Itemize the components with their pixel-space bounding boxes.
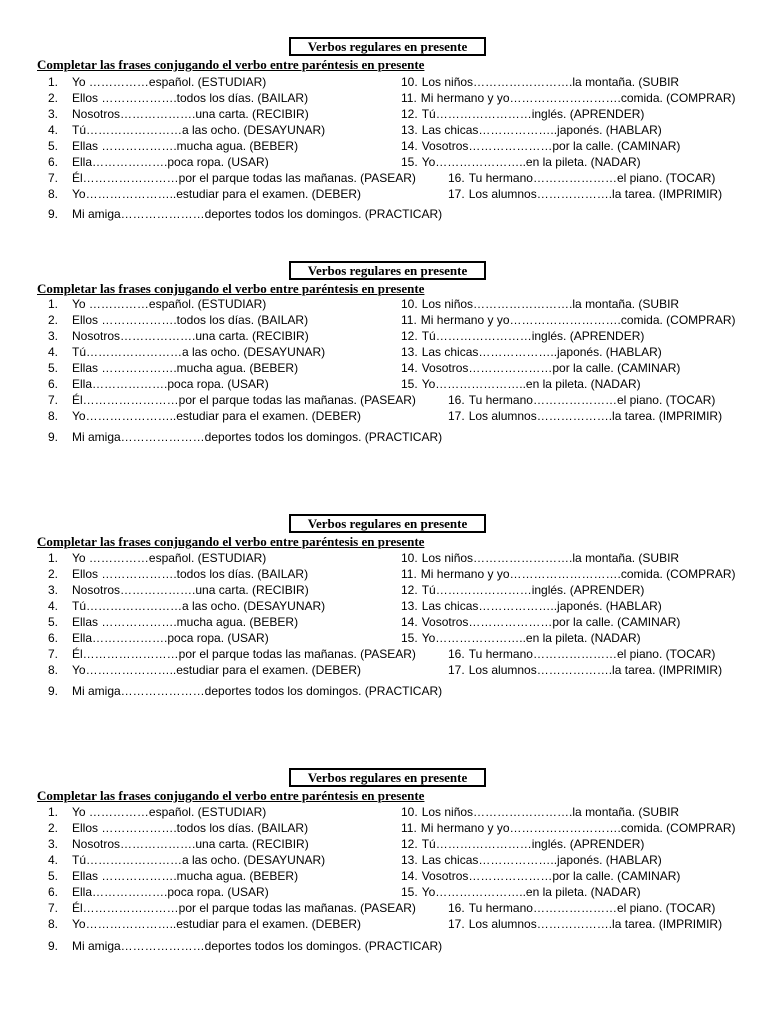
item-text: Ella……………….poca ropa. (USAR) — [72, 885, 269, 899]
exercise-item — [448, 171, 715, 186]
item-number: 13. — [401, 345, 418, 359]
item-text: Los alumnos……………….la tarea. (IMPRIMIR) — [468, 663, 723, 677]
item-number: 1. — [47, 297, 58, 311]
item-number: 8. — [47, 187, 58, 201]
exercise-item — [401, 123, 662, 138]
item-text: Nosotros……………….una carta. (RECIBIR) — [72, 329, 309, 343]
exercise-item — [448, 187, 722, 202]
item-number: 12. — [401, 837, 418, 851]
item-text: Tú……………………inglés. (APRENDER) — [421, 329, 645, 343]
worksheet-block — [0, 768, 768, 978]
item-text: Nosotros……………….una carta. (RECIBIR) — [72, 107, 309, 121]
item-text: Ellas ……………….mucha agua. (BEBER) — [72, 139, 299, 153]
item-text: Yo…………………..en la pileta. (NADAR) — [421, 377, 641, 391]
item-text: Yo…………………..en la pileta. (NADAR) — [421, 155, 641, 169]
item-number: 15. — [401, 631, 418, 645]
item-text: Ellos ……………….todos los días. (BAILAR) — [72, 821, 309, 835]
item-number: 2. — [47, 567, 58, 581]
item-text: Vosotros…………………por la calle. (CAMINAR) — [421, 139, 681, 153]
item-text: Las chicas………………..japonés. (HABLAR) — [421, 853, 662, 867]
exercise-item — [401, 837, 644, 852]
item-text: Mi amiga…………………deportes todos los domingos. (PRACTICAR) — [72, 430, 443, 444]
item-text: Yo…………………..estudiar para el examen. (DEBER) — [72, 663, 361, 677]
item-text: Las chicas………………..japonés. (HABLAR) — [421, 599, 662, 613]
item-number: 11. — [401, 313, 417, 327]
item-text: Tú……………………inglés. (APRENDER) — [421, 583, 645, 597]
item-text: Tu hermano…………………el piano. (TOCAR) — [468, 901, 716, 915]
item-number: 2. — [47, 313, 58, 327]
item-number: 2. — [47, 821, 58, 835]
item-number: 15. — [401, 885, 418, 899]
item-text: Mi amiga…………………deportes todos los domingos. (PRACTICAR) — [72, 939, 443, 953]
item-text: Él……………………por el parque todas las mañanas. (PASEAR) — [72, 901, 416, 915]
item-text: Yo ……………español. (ESTUDIAR) — [72, 297, 267, 311]
item-number: 7. — [47, 171, 58, 185]
item-text: Tú……………………a las ocho. (DESAYUNAR) — [72, 345, 326, 359]
exercise-item — [448, 647, 715, 662]
item-number: 5. — [47, 615, 58, 629]
item-text: Tú……………………a las ocho. (DESAYUNAR) — [72, 123, 326, 137]
item-number: 17. — [448, 663, 465, 677]
item-number: 3. — [47, 837, 58, 851]
item-text: Tú……………………inglés. (APRENDER) — [421, 107, 645, 121]
item-number: 1. — [47, 75, 58, 89]
item-text: Mi hermano y yo……………………….comida. (COMPRAR) — [420, 567, 736, 581]
worksheet-title: Verbos regulares en presente — [289, 261, 486, 280]
item-text: Mi amiga…………………deportes todos los domingos. (PRACTICAR) — [72, 684, 443, 698]
item-text: Tú……………………inglés. (APRENDER) — [421, 837, 645, 851]
item-text: Ellas ……………….mucha agua. (BEBER) — [72, 869, 299, 883]
item-text: Tú……………………a las ocho. (DESAYUNAR) — [72, 853, 326, 867]
item-number: 2. — [47, 91, 58, 105]
exercise-item — [401, 583, 644, 598]
exercise-item — [401, 853, 662, 868]
exercise-item — [401, 155, 641, 170]
worksheet-instruction: Completar las frases conjugando el verbo entre paréntesis en presente — [37, 57, 425, 72]
item-text: Ellos ……………….todos los días. (BAILAR) — [72, 567, 309, 581]
item-text: Nosotros……………….una carta. (RECIBIR) — [72, 583, 309, 597]
item-text: Yo…………………..estudiar para el examen. (DEBER) — [72, 917, 361, 931]
item-number: 14. — [401, 615, 418, 629]
item-text: Ella……………….poca ropa. (USAR) — [72, 377, 269, 391]
item-number: 3. — [47, 329, 58, 343]
item-text: Mi hermano y yo……………………….comida. (COMPRAR) — [420, 91, 736, 105]
worksheet-title: Verbos regulares en presente — [289, 768, 486, 787]
item-number: 10. — [401, 75, 418, 89]
item-text: Los alumnos……………….la tarea. (IMPRIMIR) — [468, 187, 723, 201]
item-text: Los niños…………………….la montaña. (SUBIR — [421, 805, 680, 819]
exercise-item — [448, 901, 715, 916]
item-number: 4. — [47, 123, 58, 137]
item-number: 3. — [47, 107, 58, 121]
item-text: Ellas ……………….mucha agua. (BEBER) — [72, 361, 299, 375]
item-number: 3. — [47, 583, 58, 597]
item-number: 5. — [47, 139, 58, 153]
item-number: 8. — [47, 409, 58, 423]
exercise-item — [401, 599, 662, 614]
item-number: 7. — [47, 647, 58, 661]
item-number: 9. — [47, 207, 58, 221]
item-text: Ella……………….poca ropa. (USAR) — [72, 631, 269, 645]
exercise-item — [401, 139, 680, 154]
item-text: Ellos ……………….todos los días. (BAILAR) — [72, 91, 309, 105]
item-number: 16. — [448, 171, 465, 185]
item-text: Yo ……………español. (ESTUDIAR) — [72, 551, 267, 565]
worksheet-block — [0, 514, 768, 724]
exercise-item — [448, 409, 722, 424]
exercise-item — [448, 917, 722, 932]
item-text: Vosotros…………………por la calle. (CAMINAR) — [421, 361, 681, 375]
item-text: Las chicas………………..japonés. (HABLAR) — [421, 345, 662, 359]
exercise-item — [448, 663, 722, 678]
item-text: Yo ……………español. (ESTUDIAR) — [72, 75, 267, 89]
item-number: 6. — [47, 885, 58, 899]
item-text: Mi hermano y yo……………………….comida. (COMPRAR) — [420, 821, 736, 835]
item-number: 6. — [47, 377, 58, 391]
item-text: Los niños…………………….la montaña. (SUBIR — [421, 297, 680, 311]
exercise-item — [448, 393, 715, 408]
exercise-item — [401, 805, 679, 820]
exercise-item — [401, 885, 641, 900]
item-number: 9. — [47, 430, 58, 444]
item-text: Yo ……………español. (ESTUDIAR) — [72, 805, 267, 819]
item-text: Tu hermano…………………el piano. (TOCAR) — [468, 393, 716, 407]
item-text: Mi hermano y yo……………………….comida. (COMPRAR) — [420, 313, 736, 327]
item-number: 13. — [401, 853, 418, 867]
item-text: Yo…………………..estudiar para el examen. (DEBER) — [72, 409, 361, 423]
item-number: 1. — [47, 551, 58, 565]
item-number: 16. — [448, 393, 465, 407]
item-text: Yo…………………..en la pileta. (NADAR) — [421, 885, 641, 899]
worksheet-title: Verbos regulares en presente — [289, 37, 486, 56]
item-number: 8. — [47, 917, 58, 931]
item-text: Tu hermano…………………el piano. (TOCAR) — [468, 647, 716, 661]
item-number: 7. — [47, 393, 58, 407]
item-number: 6. — [47, 631, 58, 645]
worksheet-block — [0, 37, 768, 247]
item-number: 11. — [401, 567, 417, 581]
item-number: 5. — [47, 869, 58, 883]
item-number: 14. — [401, 139, 418, 153]
worksheet-title: Verbos regulares en presente — [289, 514, 486, 533]
exercise-item — [401, 615, 680, 630]
item-number: 9. — [47, 684, 58, 698]
item-number: 10. — [401, 297, 418, 311]
item-text: Los alumnos……………….la tarea. (IMPRIMIR) — [468, 917, 723, 931]
item-number: 7. — [47, 901, 58, 915]
item-text: Vosotros…………………por la calle. (CAMINAR) — [421, 615, 681, 629]
item-text: Tu hermano…………………el piano. (TOCAR) — [468, 171, 716, 185]
item-text: Él……………………por el parque todas las mañanas. (PASEAR) — [72, 171, 416, 185]
item-number: 10. — [401, 551, 418, 565]
exercise-item — [401, 107, 644, 122]
item-number: 14. — [401, 869, 418, 883]
item-text: Los niños…………………….la montaña. (SUBIR — [421, 551, 680, 565]
item-number: 6. — [47, 155, 58, 169]
item-number: 1. — [47, 805, 58, 819]
exercise-item — [401, 631, 641, 646]
item-text: Nosotros……………….una carta. (RECIBIR) — [72, 837, 309, 851]
item-number: 16. — [448, 901, 465, 915]
item-text: Mi amiga…………………deportes todos los domingos. (PRACTICAR) — [72, 207, 443, 221]
worksheet-instruction: Completar las frases conjugando el verbo entre paréntesis en presente — [37, 534, 425, 549]
item-number: 17. — [448, 187, 465, 201]
item-number: 4. — [47, 345, 58, 359]
worksheet-instruction: Completar las frases conjugando el verbo entre paréntesis en presente — [37, 788, 425, 803]
item-text: Él……………………por el parque todas las mañanas. (PASEAR) — [72, 647, 416, 661]
item-text: Tú……………………a las ocho. (DESAYUNAR) — [72, 599, 326, 613]
exercise-item — [401, 551, 679, 566]
item-number: 15. — [401, 377, 418, 391]
item-number: 11. — [401, 821, 417, 835]
item-text: Ella……………….poca ropa. (USAR) — [72, 155, 269, 169]
item-text: Ellos ……………….todos los días. (BAILAR) — [72, 313, 309, 327]
item-text: Yo…………………..en la pileta. (NADAR) — [421, 631, 641, 645]
exercise-item — [401, 361, 680, 376]
item-number: 15. — [401, 155, 418, 169]
exercise-item — [401, 329, 644, 344]
item-text: Los niños…………………….la montaña. (SUBIR — [421, 75, 680, 89]
item-text: Yo…………………..estudiar para el examen. (DEBER) — [72, 187, 361, 201]
item-number: 11. — [401, 91, 417, 105]
exercise-item — [401, 91, 736, 106]
item-number: 12. — [401, 329, 418, 343]
item-text: Los alumnos……………….la tarea. (IMPRIMIR) — [468, 409, 723, 423]
item-text: Vosotros…………………por la calle. (CAMINAR) — [421, 869, 681, 883]
item-number: 8. — [47, 663, 58, 677]
item-number: 12. — [401, 107, 418, 121]
exercise-item — [401, 297, 679, 312]
item-number: 13. — [401, 123, 418, 137]
exercise-item — [401, 869, 680, 884]
item-number: 16. — [448, 647, 465, 661]
item-number: 17. — [448, 409, 465, 423]
item-number: 12. — [401, 583, 418, 597]
exercise-item — [401, 377, 641, 392]
item-text: Las chicas………………..japonés. (HABLAR) — [421, 123, 662, 137]
item-number: 4. — [47, 853, 58, 867]
item-text: Ellas ……………….mucha agua. (BEBER) — [72, 615, 299, 629]
exercise-item — [401, 75, 679, 90]
worksheet-instruction: Completar las frases conjugando el verbo entre paréntesis en presente — [37, 281, 425, 296]
item-number: 17. — [448, 917, 465, 931]
item-text: Él……………………por el parque todas las mañanas. (PASEAR) — [72, 393, 416, 407]
item-number: 14. — [401, 361, 418, 375]
item-number: 13. — [401, 599, 418, 613]
item-number: 4. — [47, 599, 58, 613]
exercise-item — [401, 313, 736, 328]
worksheet-block — [0, 261, 768, 471]
item-number: 10. — [401, 805, 418, 819]
item-number: 9. — [47, 939, 58, 953]
exercise-item — [401, 821, 736, 836]
exercise-item — [401, 345, 662, 360]
exercise-item — [401, 567, 736, 582]
item-number: 5. — [47, 361, 58, 375]
